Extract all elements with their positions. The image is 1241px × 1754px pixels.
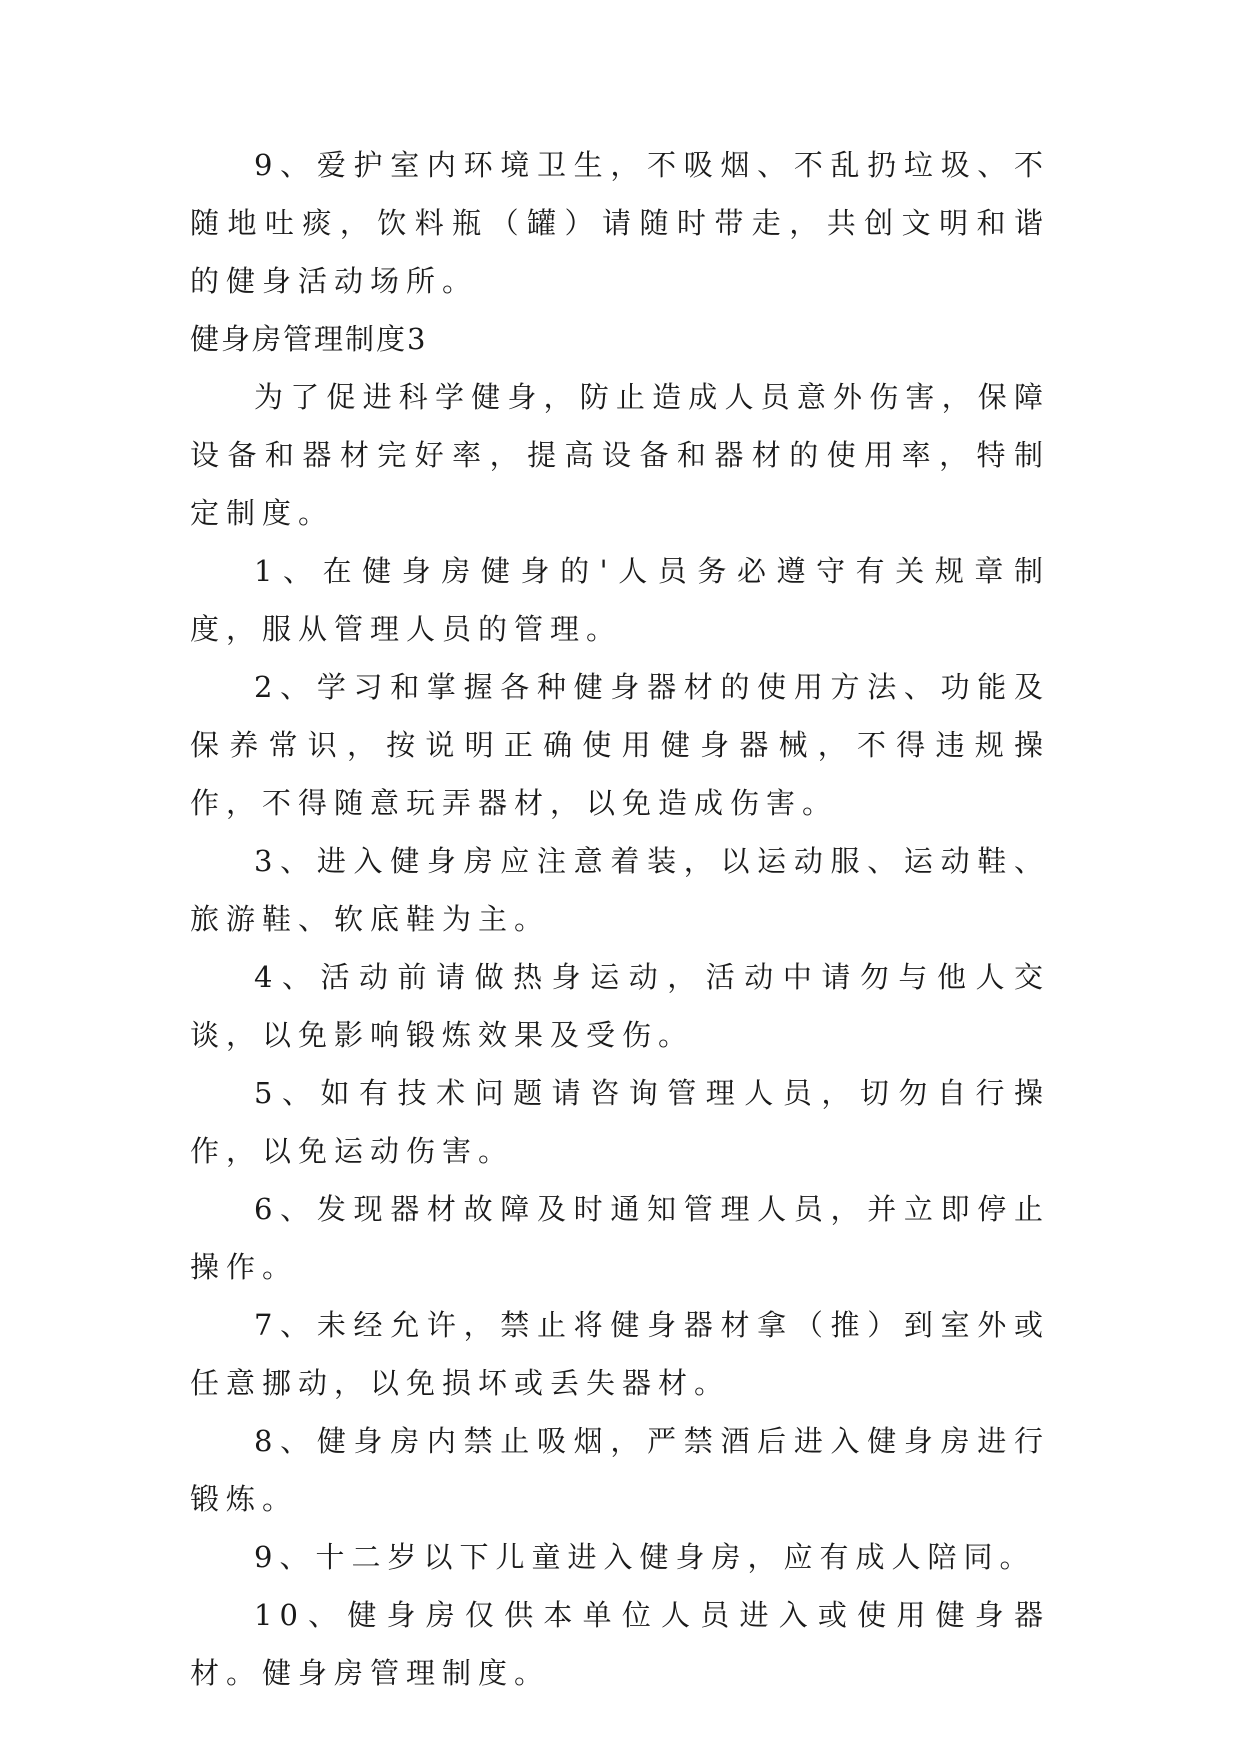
paragraph-rule-9: 9、十二岁以下儿童进入健身房，应有成人陪同。 bbox=[254, 1540, 1036, 1574]
paragraph-rule-10: 10、健身房仅供本单位人员进入或使用健身器材。健身房管理制度。 bbox=[190, 1598, 1050, 1690]
paragraph-rule-4: 4、活动前请做热身运动，活动中请勿与他人交谈，以免影响锻炼效果及受伤。 bbox=[190, 960, 1050, 1052]
document-page bbox=[190, 136, 1050, 1702]
paragraph-rule-7: 7、未经允许，禁止将健身器材拿（推）到室外或任意挪动，以免损坏或丢失器材。 bbox=[190, 1308, 1050, 1400]
paragraph-rule-6: 6、发现器材故障及时通知管理人员，并立即停止操作。 bbox=[190, 1192, 1050, 1284]
paragraph-rule-5: 5、如有技术问题请咨询管理人员，切勿自行操作，以免运动伤害。 bbox=[190, 1076, 1050, 1168]
paragraph-rule-3: 3、进入健身房应注意着装，以运动服、运动鞋、旅游鞋、软底鞋为主。 bbox=[190, 844, 1050, 936]
paragraph-rule-1: 1、在健身房健身的'人员务必遵守有关规章制度，服从管理人员的管理。 bbox=[190, 554, 1050, 646]
section-title: 健身房管理制度3 bbox=[190, 322, 428, 356]
paragraph-rule-2: 2、学习和掌握各种健身器材的使用方法、功能及保养常识，按说明正确使用健身器械，不得违规操作，不得随意玩弄器材，以免造成伤害。 bbox=[190, 670, 1050, 820]
paragraph-rule-8: 8、健身房内禁止吸烟，严禁酒后进入健身房进行锻炼。 bbox=[190, 1424, 1050, 1516]
paragraph-purpose: 为了促进科学健身，防止造成人员意外伤害，保障设备和器材完好率，提高设备和器材的使用率，特制定制度。 bbox=[190, 380, 1050, 530]
paragraph-rule-9-hygiene: 9、爱护室内环境卫生，不吸烟、不乱扔垃圾、不随地吐痰，饮料瓶（罐）请随时带走，共创文明和谐的健身活动场所。 bbox=[190, 148, 1050, 298]
